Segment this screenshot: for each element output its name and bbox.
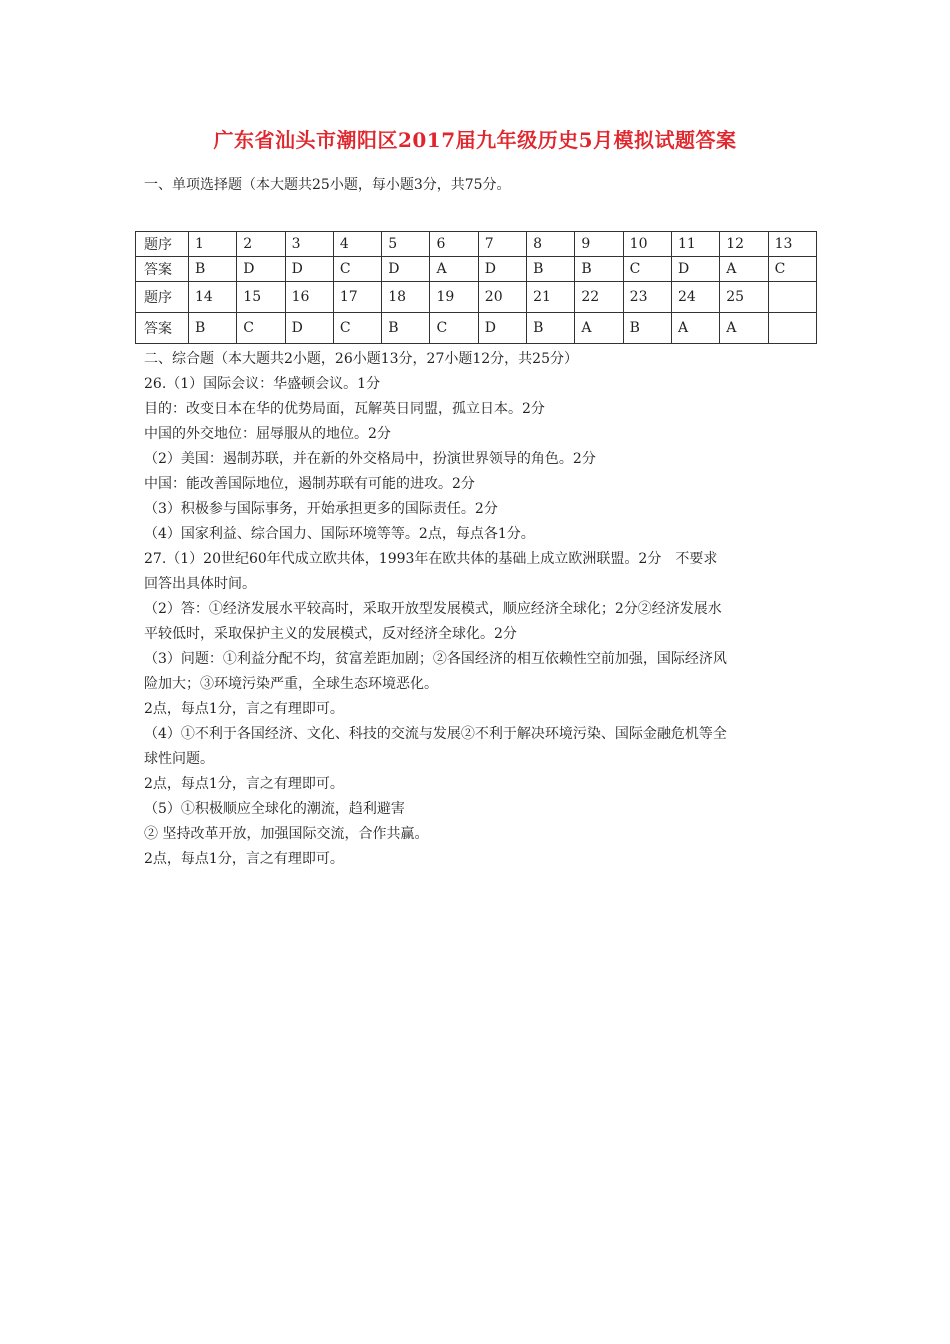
answer-cell: D [237, 257, 285, 282]
question-number: 10 [623, 232, 671, 257]
question-number: 4 [333, 232, 381, 257]
answer-cell: B [623, 313, 671, 344]
question-number: 5 [382, 232, 430, 257]
text-line: （3）问题：①利益分配不均，贫富差距加剧；②各国经济的相互依赖性空前加强，国际经济风 [144, 651, 727, 667]
question-number: 11 [671, 232, 719, 257]
question-number: 20 [478, 282, 526, 313]
question-number: 14 [189, 282, 237, 313]
question-number: 6 [430, 232, 478, 257]
answer-cell: C [333, 257, 381, 282]
question-number: 16 [285, 282, 333, 313]
table-row-numbers-2 [136, 282, 817, 313]
answer-cell: C [237, 313, 285, 344]
text-line: 险加大；③环境污染严重，全球生态环境恶化。 [144, 676, 438, 692]
row-label: 答案 [136, 257, 189, 282]
text-line: （3）积极参与国际事务，开始承担更多的国际责任。2分 [144, 501, 498, 517]
question-number: 21 [527, 282, 575, 313]
question-number: 1 [189, 232, 237, 257]
answer-cell: A [720, 257, 768, 282]
answer-table [135, 231, 817, 344]
section-2-heading: 二、综合题（本大题共2小题，26小题13分，27小题12分，共25分） [144, 351, 578, 367]
question-number: 7 [478, 232, 526, 257]
answer-cell: B [527, 257, 575, 282]
question-number: 12 [720, 232, 768, 257]
answer-cell: D [671, 257, 719, 282]
table-row-numbers-1 [136, 232, 817, 257]
answer-cell: B [382, 313, 430, 344]
answer-cell: C [333, 313, 381, 344]
text-line: 平较低时，采取保护主义的发展模式，反对经济全球化。2分 [144, 626, 517, 642]
text-line: 中国：能改善国际地位，遏制苏联有可能的进攻。2分 [144, 476, 475, 492]
answer-cell: A [720, 313, 768, 344]
question-number: 9 [575, 232, 623, 257]
page-title: 广东省汕头市潮阳区2017届九年级历史5月模拟试题答案 [213, 128, 737, 152]
answer-cell: D [382, 257, 430, 282]
text-line: 中国的外交地位：屈辱服从的地位。2分 [144, 426, 391, 442]
empty-cell [768, 313, 816, 344]
question-number: 18 [382, 282, 430, 313]
text-line: 26.（1）国际会议：华盛顿会议。1分 [144, 376, 381, 392]
text-line: 球性问题。 [144, 751, 214, 767]
answer-cell: D [285, 257, 333, 282]
answer-cell: D [478, 313, 526, 344]
empty-cell [768, 282, 816, 313]
question-number: 23 [623, 282, 671, 313]
table-row-answers-1 [136, 257, 817, 282]
answer-cell: A [575, 313, 623, 344]
answer-body [144, 347, 814, 872]
text-line: 目的：改变日本在华的优势局面，瓦解英日同盟，孤立日本。2分 [144, 401, 545, 417]
text-line: （4）①不利于各国经济、文化、科技的交流与发展②不利于解决环境污染、国际金融危机等全 [144, 726, 727, 742]
text-line: 2点，每点1分，言之有理即可。 [144, 776, 344, 792]
row-label: 答案 [136, 313, 189, 344]
row-label: 题序 [136, 232, 189, 257]
answer-cell: D [478, 257, 526, 282]
text-line: 27.（1）20世纪60年代成立欧共体，1993年在欧共体的基础上成立欧洲联盟。2分 不要求 [144, 551, 718, 567]
text-line: ② 坚持改革开放，加强国际交流，合作共赢。 [144, 826, 429, 842]
answer-cell: C [430, 313, 478, 344]
answer-cell: C [623, 257, 671, 282]
text-line: （5）①积极顺应全球化的潮流，趋利避害 [144, 801, 405, 817]
row-label: 题序 [136, 282, 189, 313]
answer-cell: B [527, 313, 575, 344]
question-number: 17 [333, 282, 381, 313]
text-line: （4）国家利益、综合国力、国际环境等等。2点，每点各1分。 [144, 526, 535, 542]
question-number: 3 [285, 232, 333, 257]
text-line: 2点，每点1分，言之有理即可。 [144, 701, 344, 717]
answer-cell: A [671, 313, 719, 344]
question-number: 19 [430, 282, 478, 313]
question-number: 8 [527, 232, 575, 257]
question-number: 15 [237, 282, 285, 313]
table-row-answers-2 [136, 313, 817, 344]
question-number: 2 [237, 232, 285, 257]
text-line: （2）答：①经济发展水平较高时，采取开放型发展模式，顺应经济全球化；2分②经济发展水 [144, 601, 722, 617]
text-line: （2）美国：遏制苏联，并在新的外交格局中，扮演世界领导的角色。2分 [144, 451, 596, 467]
question-number: 22 [575, 282, 623, 313]
answer-cell: D [285, 313, 333, 344]
answer-cell: B [189, 313, 237, 344]
section-1-heading: 一、单项选择题（本大题共25小题，每小题3分，共75分。 [144, 177, 511, 193]
answer-cell: C [768, 257, 816, 282]
question-number: 13 [768, 232, 816, 257]
question-number: 25 [720, 282, 768, 313]
answer-cell: A [430, 257, 478, 282]
text-line: 回答出具体时间。 [144, 576, 256, 592]
question-number: 24 [671, 282, 719, 313]
answer-cell: B [189, 257, 237, 282]
answer-cell: B [575, 257, 623, 282]
text-line: 2点，每点1分，言之有理即可。 [144, 851, 344, 867]
